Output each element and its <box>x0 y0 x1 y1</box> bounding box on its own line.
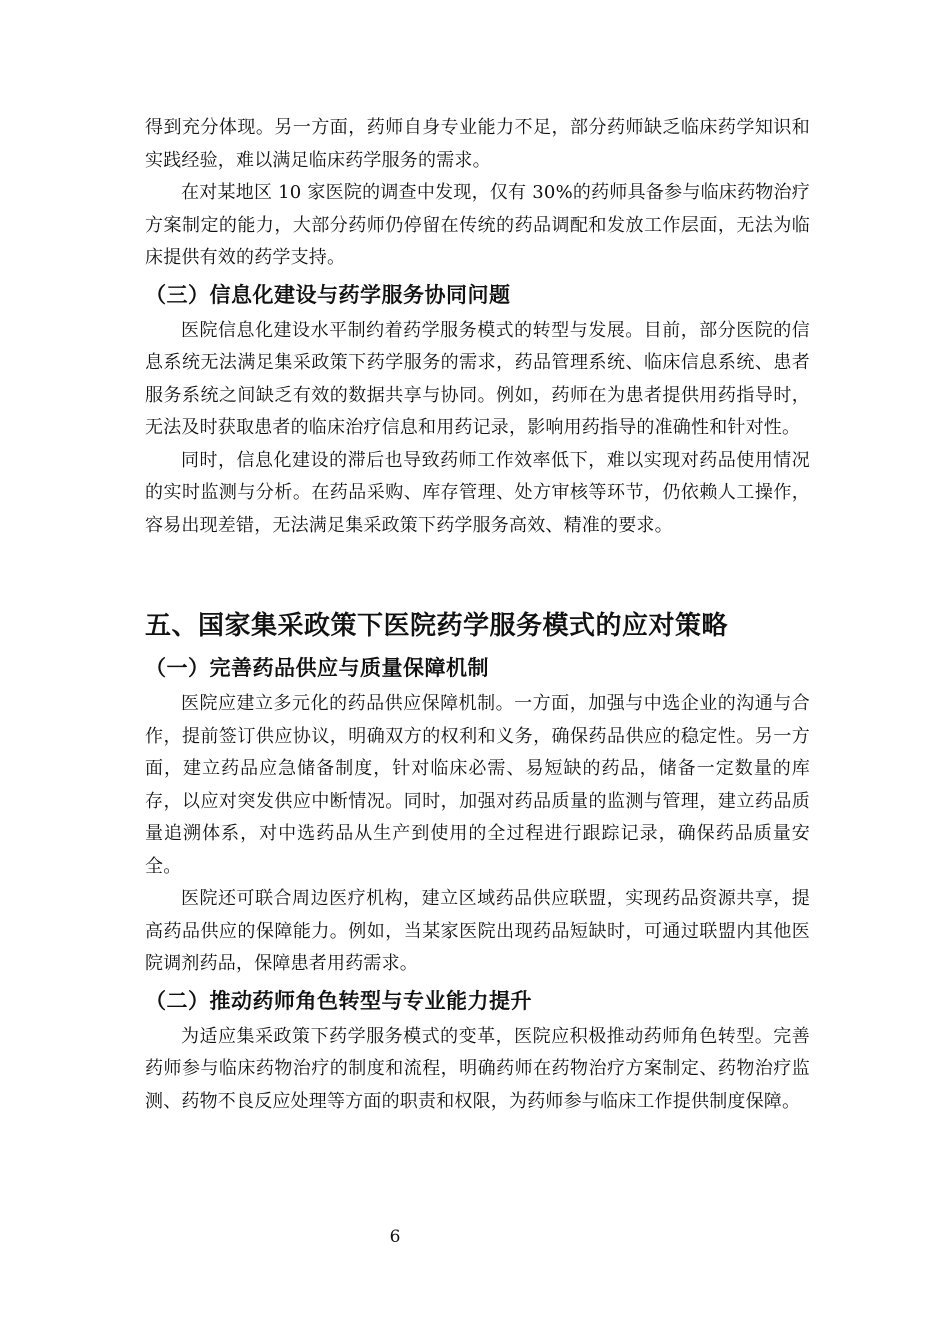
paragraph-pharmacist-role: 为适应集采政策下药学服务模式的变革，医院应积极推动药师角色转型。完善药师参与临床药物治疗的制度和流程，明确药师在药物治疗方案制定、药物治疗监测、药物不良反应处理等方面的职责和权限，为药师参与临床工作提供制度保障。 <box>145 1025 810 1112</box>
page-number: 6 <box>389 1227 401 1247</box>
section-heading-5: 五、国家集采政策下医院药学服务模式的应对策略 <box>145 611 729 641</box>
paragraph-continued: 得到充分体现。另一方面，药师自身专业能力不足，部分药师缺乏临床药学知识和实践经验，难以满足临床药学服务的需求。 <box>145 117 810 171</box>
subsection-heading-3: （三）信息化建设与药学服务协同问题 <box>145 282 511 307</box>
paragraph-supply-alliance: 医院还可联合周边医疗机构，建立区域药品供应联盟，实现药品资源共享，提高药品供应的保障能力。例如，当某家医院出现药品短缺时，可通过联盟内其他医院调剂药品，保障患者用药需求。 <box>145 888 810 974</box>
paragraph-supply-mechanism: 医院应建立多元化的药品供应保障机制。一方面，加强与中选企业的沟通与合作，提前签订供应协议，明确双方的权利和义务，确保药品供应的稳定性。另一方面，建立药品应急储备制度，针对临床必需、易短缺的药品，储备一定数量的库存，以应对突发供应中断情况。同时，加强对药品质量的监测与管理，建立药品质量追溯体系，对中选药品从生产到使用的全过程进行跟踪记录，确保药品质量安全。 <box>145 693 810 877</box>
paragraph-efficiency: 同时，信息化建设的滞后也导致药师工作效率低下，难以实现对药品使用情况的实时监测与分析。在药品采购、库存管理、处方审核等环节，仍依赖人工操作，容易出现差错，无法满足集采政策下药学服务高效、精准的要求。 <box>145 449 810 536</box>
paragraph-informatization: 医院信息化建设水平制约着药学服务模式的转型与发展。目前，部分医院的信息系统无法满足集采政策下药学服务的需求，药品管理系统、临床信息系统、患者服务系统之间缺乏有效的数据共享与协同。例如，药师在为患者提供用药指导时，无法及时获取患者的临床治疗信息和用药记录，影响用药指导的准确性和针对性。 <box>145 319 810 438</box>
section-spacer <box>145 542 810 604</box>
subsection-heading-1: （一）完善药品供应与质量保障机制 <box>145 656 489 680</box>
page-body <box>145 112 810 1118</box>
paragraph-survey: 在对某地区 10 家医院的调查中发现，仅有 30%的药师具备参与临床药物治疗方案制定的能力，大部分药师仍停留在传统的药品调配和发放工作层面，无法为临床提供有效的药学支持。 <box>145 182 810 268</box>
subsection-heading-2: （二）推动药师角色转型与专业能力提升 <box>145 988 532 1013</box>
